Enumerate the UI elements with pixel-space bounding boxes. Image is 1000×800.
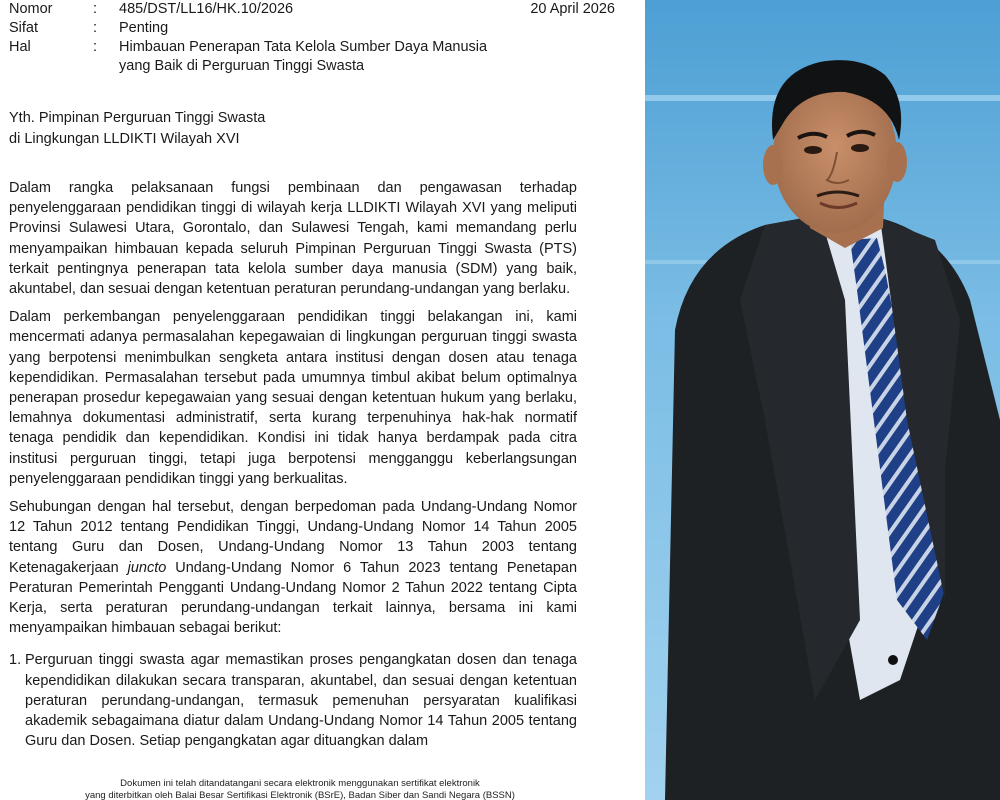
meta-row-nomor xyxy=(9,0,629,19)
paragraph-1: Dalam rangka pelaksanaan fungsi pembinaan dan pengawasan terhadap penyelenggaraan pendidikan tinggi di wilayah kerja LLDIKTI Wilayah XVI yang meliputi Provinsi Sulawesi Utara, Gorontalo, dan Sulawesi Tengah, kami memandang perlu menyampaikan himbauan kepada seluruh Pimpinan Perguruan Tinggi Swasta (PTS) terkait pentingnya penerapan tata kelola sumber daya manusia (SDM) yang baik, akuntabel, dan sesuai dengan ketentuan peraturan perundang-undangan yang berlaku. xyxy=(9,180,577,298)
hal-value-line2: yang Baik di Perguruan Tinggi Swasta xyxy=(119,58,365,74)
jacket-button xyxy=(888,655,898,665)
esign-footer-line1: Dokumen ini telah ditandatangani secara elektronik menggunakan sertifikat elektronik xyxy=(120,778,480,789)
letter-date: 20 April 2026 xyxy=(530,1,615,17)
portrait-illustration xyxy=(645,0,1000,800)
list-item-1 xyxy=(9,650,577,751)
meta-row-hal xyxy=(9,38,629,57)
nomor-value: 485/DST/LL16/HK.10/2026 xyxy=(119,1,294,17)
paragraph-2: Dalam perkembangan penyelenggaraan pendidikan tinggi belakangan ini, kami mencermati adanya permasalahan kepegawaian di lingkungan perguruan tinggi swasta yang berpotensi menimbulkan sengketa antara institusi dengan dosen atau tenaga kependidikan. Permasalahan tersebut pada umumnya timbul akibat belum optimalnya penerapan prosedur kepegawaian yang sesuai dengan ketentuan hukum yang berlaku, lemahnya dokumentasi administratif, serta kurang terpenuhinya hak-hak normatif tenaga pendidik dan kependidikan. Kondisi ini tidak hanya berdampak pada citra institusi perguruan tinggi, tetapi juga berpotensi mengganggu keberlangsungan penyelenggaraan pendidikan tinggi yang berkualitas. xyxy=(9,309,577,487)
sifat-label: Sifat xyxy=(9,20,39,36)
hal-label: Hal xyxy=(9,39,31,55)
nomor-colon: : xyxy=(93,1,98,17)
hal-colon: : xyxy=(93,39,98,55)
portrait-photo xyxy=(645,0,1000,800)
letter-body xyxy=(9,178,577,751)
sifat-colon: : xyxy=(93,20,98,36)
recipient-line1: Yth. Pimpinan Perguruan Tinggi Swasta xyxy=(9,110,266,126)
paragraph-3-part-b: Undang-Undang Nomor 6 Tahun 2023 tentang Penetapan Peraturan Pemerintah Pengganti Undang-Undang Nomor 2 Tahun 2022 tentang Cipta Kerja, serta peraturan perundang-undangan terkait lainnya, bersama ini kami menyampaikan himbauan sebagai berikut: xyxy=(9,559,578,637)
paragraph-3-juncto: juncto xyxy=(127,559,167,576)
list-item-1-text: Perguruan tinggi swasta agar memastikan proses pengangkatan dosen dan tenaga kependidikan dilakukan secara transparan, akuntabel, dan sesuai dengan ketentuan peraturan perundang-undangan, termasuk pemenuhan persyaratan kualifikasi akademik sebagaimana diatur dalam Undang-Undang Nomor 14 Tahun 2005 tentang Guru dan Dosen. Setiap pengangkatan agar dituangkan dalam xyxy=(25,652,577,750)
left-eye xyxy=(804,146,822,154)
paragraph-3-part-a: Sehubungan dengan hal tersebut, dengan berpedoman pada Undang-Undang Nomor 12 Tahun 2012 tentang Pendidikan Tinggi, Undang-Undang Nomor 14 Tahun 2005 tentang Guru dan Dosen, Undang-Undang Nomor 13 Tahun 2003 tentang Ketenagakerjaan xyxy=(9,499,577,576)
esign-footer xyxy=(0,778,600,800)
left-ear xyxy=(763,145,783,185)
letter-meta xyxy=(9,0,629,76)
right-eye xyxy=(851,144,869,152)
hal-value-line1: Himbauan Penerapan Tata Kelola Sumber Daya Manusia xyxy=(119,39,488,55)
sifat-value: Penting xyxy=(119,20,169,36)
esign-footer-line2: yang diterbitkan oleh Balai Besar Sertifikasi Elektronik (BSrE), Badan Siber dan Sandi Negara (BSSN) xyxy=(85,790,515,800)
nomor-label: Nomor xyxy=(9,1,53,17)
meta-row-sifat xyxy=(9,19,629,38)
recipient-line2: di Lingkungan LLDIKTI Wilayah XVI xyxy=(9,131,240,147)
recipient-block xyxy=(9,108,265,150)
list-item-1-number: 1. xyxy=(9,652,22,669)
right-ear xyxy=(887,142,907,182)
paragraph-3 xyxy=(9,497,577,638)
